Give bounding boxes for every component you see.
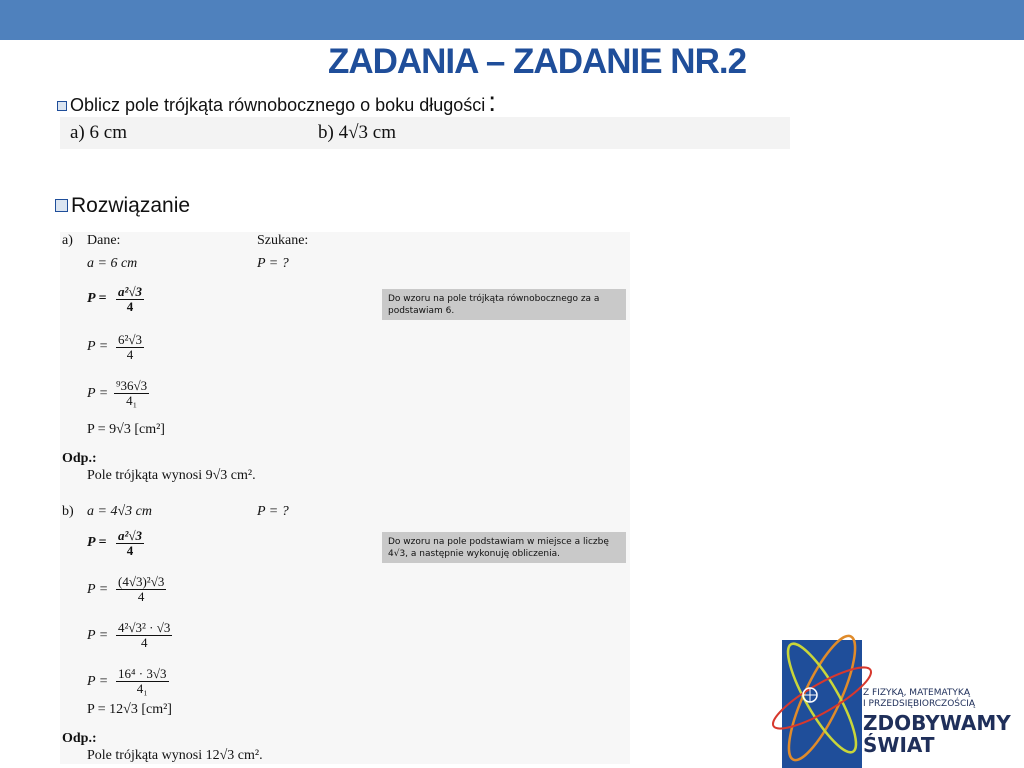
b-step4-denominator: 4₁ xyxy=(136,681,148,696)
answer-a: Pole trójkąta wynosi 9√3 cm². xyxy=(87,468,256,483)
logo-line2: I PRZEDSIĘBIORCZOŚCIĄ xyxy=(863,699,976,709)
step3-numerator: ⁹36√3 xyxy=(116,378,148,393)
step2-denominator: 4 xyxy=(126,347,134,362)
option-b: b) 4√3 cm xyxy=(318,122,396,143)
szukane-label: Szukane: xyxy=(257,233,309,248)
logo-line1: Z FIZYKĄ, MATEMATYKĄ xyxy=(863,688,970,698)
task-colon: : xyxy=(488,86,497,117)
note-a: Do wzoru na pole trójkąta równobocznego za a podstawiam 6. xyxy=(382,289,626,320)
b-formula-fraction xyxy=(116,528,144,558)
b-step2-fraction xyxy=(116,574,166,604)
step3-fraction xyxy=(114,378,149,408)
answer-b: Pole trójkąta wynosi 12√3 cm². xyxy=(87,748,263,763)
formula-fraction xyxy=(116,284,144,314)
step2-numerator: 6²√3 xyxy=(118,332,143,347)
sought-p-b: P = ? xyxy=(257,504,289,519)
b-step2-p-label: P = xyxy=(87,582,109,597)
note-b: Do wzoru na pole podstawiam w miejsce a liczbę 4√3, a następnie wykonuję obliczenia. xyxy=(382,532,626,563)
solution-bullet xyxy=(55,194,190,218)
b-step2-numerator: (4√3)²√3 xyxy=(118,574,165,589)
step3-denominator: 4₁ xyxy=(126,393,138,408)
formula-p-label: P = xyxy=(87,291,107,306)
solution-label: Rozwiązanie xyxy=(71,194,191,217)
odp-a-label: Odp.: xyxy=(62,451,97,466)
result-a: P = 9√3 [cm²] xyxy=(87,422,165,437)
b-formula-denominator: 4 xyxy=(126,543,134,558)
result-b: P = 12√3 [cm²] xyxy=(87,702,172,717)
top-banner xyxy=(0,0,1024,40)
formula-denominator: 4 xyxy=(126,299,134,314)
task-text: Oblicz pole trójkąta równobocznego o boku długości xyxy=(70,95,486,115)
b-step3-fraction xyxy=(116,620,172,650)
step2-p-label: P = xyxy=(87,339,109,354)
b-step2-denominator: 4 xyxy=(137,589,145,604)
task-bullet xyxy=(57,86,497,117)
sought-p: P = ? xyxy=(257,256,289,271)
formula-numerator: a²√3 xyxy=(118,284,143,299)
logo-line3: ZDOBYWAMY xyxy=(863,711,1011,735)
option-a: a) 6 cm xyxy=(70,122,127,143)
logo-line4: ŚWIAT xyxy=(863,733,935,757)
b-step3-numerator: 4²√3² · √3 xyxy=(118,620,171,635)
solution-panel xyxy=(60,232,630,764)
part-b-label: b) xyxy=(62,504,74,519)
slide-title: ZADANIA – ZADANIE NR.2 xyxy=(327,42,747,81)
given-b: a = 4√3 cm xyxy=(87,504,152,519)
task-options xyxy=(60,117,790,149)
dane-label: Dane: xyxy=(87,233,121,248)
b-formula-p-label: P = xyxy=(87,535,107,550)
part-a-label: a) xyxy=(62,233,73,248)
bullet-square-icon xyxy=(55,199,68,212)
b-step3-p-label: P = xyxy=(87,628,109,643)
b-step4-fraction xyxy=(116,666,169,696)
step3-p-label: P = xyxy=(87,386,109,401)
given-a: a = 6 cm xyxy=(87,256,138,271)
b-step4-p-label: P = xyxy=(87,674,109,689)
odp-b-label: Odp.: xyxy=(62,731,97,746)
b-step4-numerator: 16⁴ · 3√3 xyxy=(118,666,167,681)
bullet-square-icon xyxy=(57,101,67,111)
b-step3-denominator: 4 xyxy=(140,635,148,650)
b-formula-numerator: a²√3 xyxy=(118,528,143,543)
step2-fraction xyxy=(116,332,144,362)
